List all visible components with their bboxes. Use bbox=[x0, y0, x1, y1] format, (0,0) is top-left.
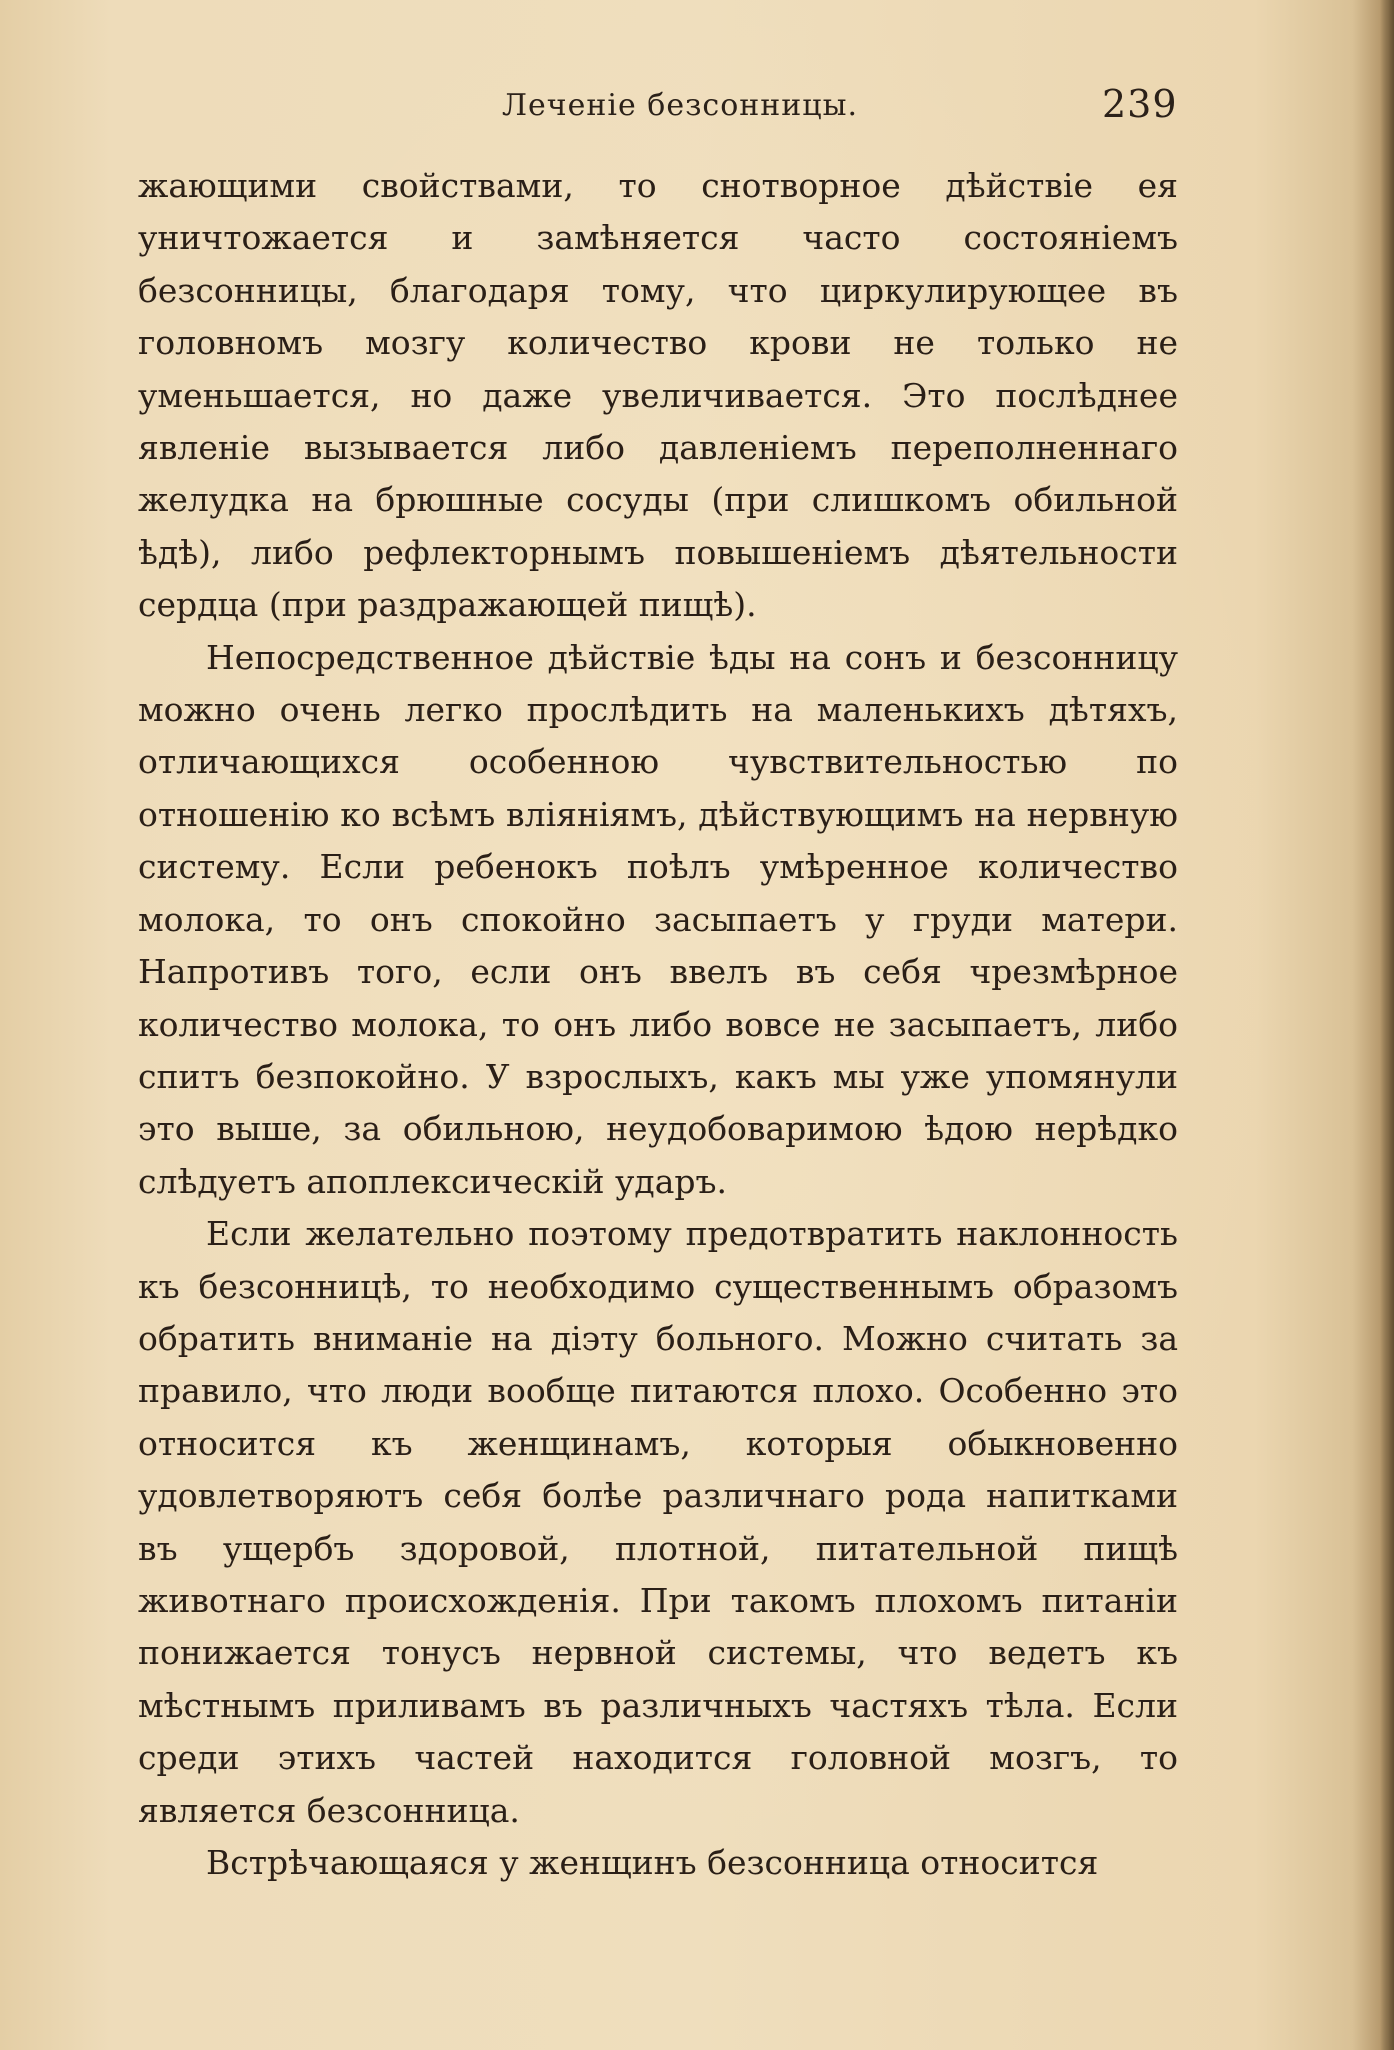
paragraph-3: Если желательно поэтому предотвратить наклонность къ безсонницѣ, то необходимо существеннымъ образомъ обратить вниманіе на діэту больного. Можно считать за правило, что люди вообще питаются плохо. Особенно это относится къ женщинамъ, которыя обыкновенно удовлетворяютъ себя болѣе различнаго рода напитками въ ущербъ здоровой, плотной, питательной пищѣ животнаго происхожденія. При такомъ плохомъ питаніи понижается тонусъ нервной системы, что ведетъ къ мѣстнымъ приливамъ въ различныхъ частяхъ тѣла. Если среди этихъ частей находится головной мозгъ, то является безсонница. bbox=[138, 1214, 1178, 1830]
paragraph-4: Встрѣчающаяся у женщинъ безсонница относится bbox=[206, 1843, 1099, 1882]
paragraph-1: жающими свойствами, то снотворное дѣйствіе ея уничтожается и замѣняется часто состояніемъ безсонницы, благодаря тому, что циркулирующее въ головномъ мозгу количество крови не только не уменьшается, но даже увеличивается. Это послѣднее явленіе вызывается либо давленіемъ переполненнаго желудка на брюшные сосуды (при слишкомъ обильной ѣдѣ), либо рефлекторнымъ повышеніемъ дѣятельности сердца (при раздражающей пищѣ). bbox=[138, 166, 1178, 625]
body-text bbox=[138, 160, 1178, 1889]
running-header bbox=[0, 82, 1394, 130]
paragraph-2: Непосредственное дѣйствіе ѣды на сонъ и безсонницу можно очень легко прослѣдить на маленькихъ дѣтяхъ, отличающихся особенною чувствительностью по отношенію ко всѣмъ вліяніямъ, дѣйствующимъ на нервную систему. Если ребенокъ поѣлъ умѣренное количество молока, то онъ спокойно засыпаетъ у груди матери. Напротивъ того, если онъ ввелъ въ себя чрезмѣрное количество молока, то онъ либо вовсе не засыпаетъ, либо спитъ безпокойно. У взрослыхъ, какъ мы уже упомянули это выше, за обильною, неудобоваримою ѣдою нерѣдко слѣдуетъ апоплексическій ударъ. bbox=[138, 637, 1178, 1201]
page-edge-shadow bbox=[1380, 0, 1394, 2050]
page-number: 239 bbox=[1102, 82, 1178, 126]
running-title: Леченіе безсонницы. bbox=[502, 88, 858, 123]
